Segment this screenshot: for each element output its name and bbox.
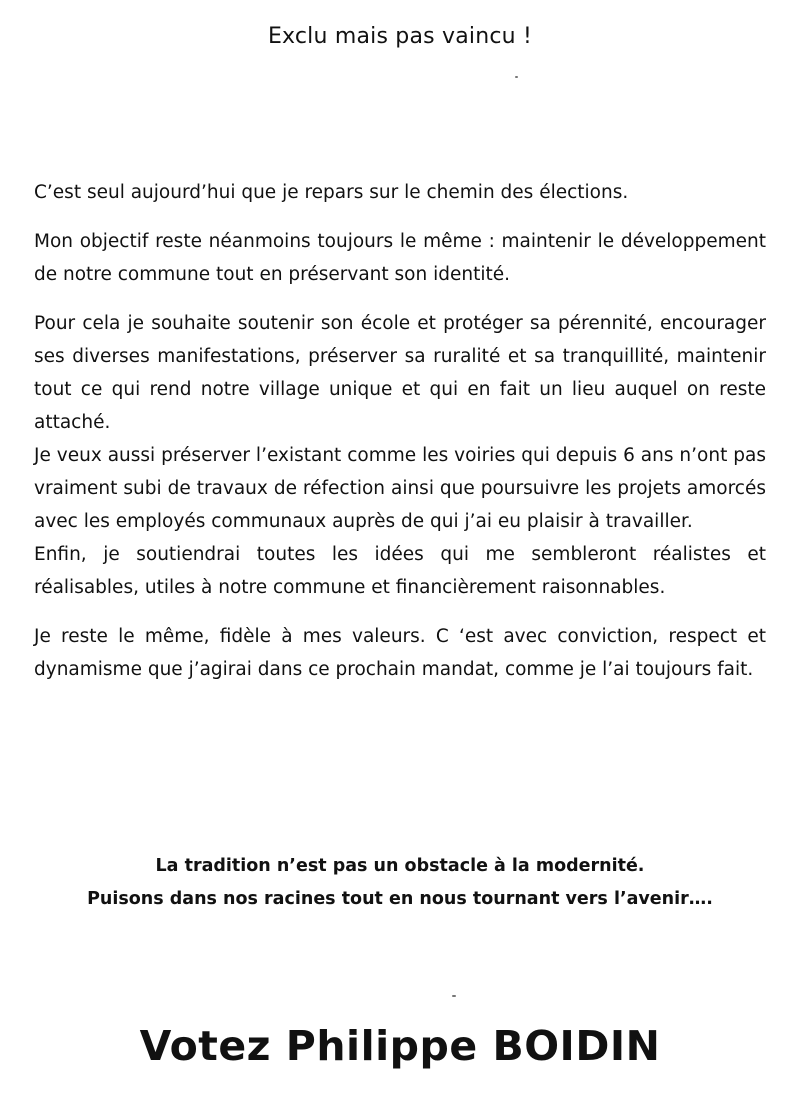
paragraph-ideas: Enfin, je soutiendrai toutes les idées qui me sembleront réalistes et réalisables, utiles à notre commune et financièrement raisonnables. <box>34 544 766 598</box>
scan-speck <box>452 995 456 997</box>
slogan <box>0 850 800 916</box>
slogan-line-2: Puisons dans nos racines tout en nous tournant vers l’avenir…. <box>87 889 713 909</box>
slogan-line-1: La tradition n’est pas un obstacle à la modernité. <box>155 856 645 876</box>
scan-speck <box>515 76 518 78</box>
paragraph-objective: Mon objectif reste néanmoins toujours le même : maintenir le développement de notre commune tout en préservant son identité. <box>34 231 766 285</box>
document-title: Exclu mais pas vaincu ! <box>267 24 533 49</box>
paragraph-school: Pour cela je souhaite soutenir son école et protéger sa pérennité, encourager ses diverses manifestations, préserver sa ruralité et sa tranquillité, maintenir tout ce qui rend notre village unique et qui en fait un lieu auquel on reste attaché. <box>34 313 766 433</box>
paragraph-roads: Je veux aussi préserver l’existant comme les voiries qui depuis 6 ans n’ont pas vraiment subi de travaux de réfection ainsi que poursuivre les projets amorcés avec les employés communaux auprès de qui j’ai eu plaisir à travailler. <box>34 445 766 532</box>
vote-call: Votez Philippe BOIDIN <box>139 1022 661 1070</box>
paragraph-values: Je reste le même, fidèle à mes valeurs. C ‘est avec conviction, respect et dynamisme que j’agirai dans ce prochain mandat, comme je l’ai toujours fait. <box>34 626 766 680</box>
paragraph-intro: C’est seul aujourd’hui que je repars sur le chemin des élections. <box>34 182 629 203</box>
body-section-1 <box>34 176 766 686</box>
